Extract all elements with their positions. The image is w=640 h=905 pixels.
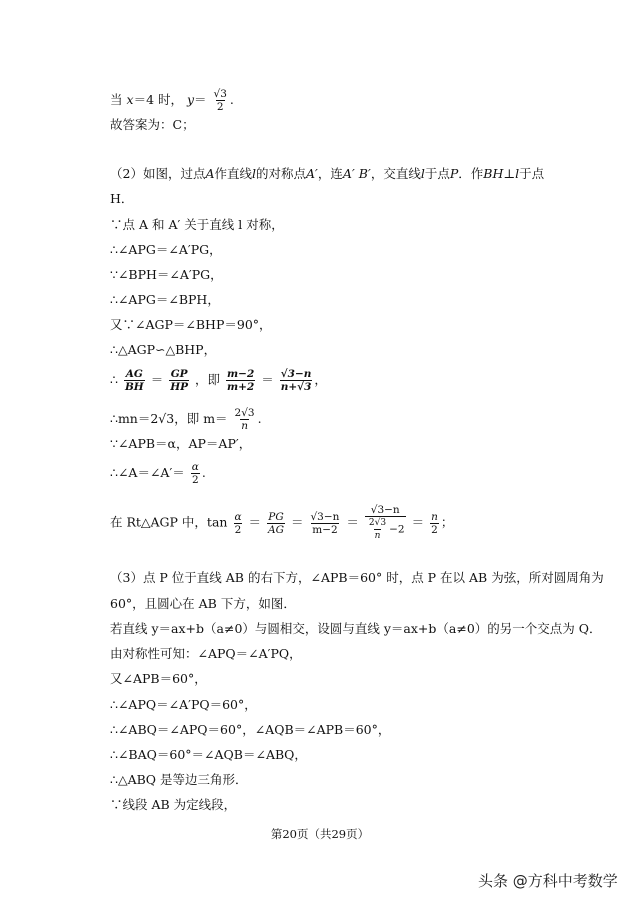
text-line-16: （3）点 P 位于直线 AB 的右下方，∠APB＝60° 时，点 P 在以 AB 为弦，所对圆周角为 — [110, 570, 604, 585]
fraction-numerator: √3 — [213, 88, 227, 100]
fraction-denominator: BH — [124, 381, 144, 393]
text-span: ＝ — [194, 92, 207, 107]
text-span: 当 — [110, 92, 123, 107]
text-line-22: ∴∠ABQ＝∠APQ＝60°，∠AQB＝∠APB＝60°， — [110, 722, 391, 737]
var: A′ — [306, 166, 318, 181]
text-line-3 — [110, 166, 544, 182]
fraction — [267, 511, 285, 536]
text-line-15 — [110, 504, 453, 542]
var: A — [205, 166, 215, 181]
fraction-numerator: α — [234, 510, 242, 523]
var: P — [449, 166, 459, 181]
text-line-19: 由对称性可知：∠APQ＝∠A′PQ， — [110, 646, 302, 661]
fraction-numerator: 2√3 — [368, 518, 387, 528]
text-span: ，连 — [317, 166, 343, 181]
text-span: 作直线 — [214, 166, 253, 181]
var: A′ — [342, 166, 355, 181]
fraction-numerator: α — [191, 461, 199, 473]
fraction-denominator: 2 — [191, 474, 199, 486]
fraction-numerator: GP — [170, 368, 188, 380]
text-span: ＝ — [248, 514, 262, 530]
text-line-6: ∴∠APG＝∠A′PG， — [110, 242, 222, 257]
text-span: −2 — [389, 523, 405, 536]
text-span: ＝ — [150, 372, 164, 387]
var: B′ — [358, 166, 371, 181]
fraction — [309, 511, 340, 536]
text-span: ＝ — [411, 514, 425, 530]
text-span: ＝ — [290, 514, 304, 530]
var: l — [515, 166, 520, 181]
fraction-denominator: AG — [268, 523, 284, 536]
text-line-12 — [110, 407, 262, 432]
var-x: x — [126, 92, 134, 107]
text-span: ＝4 时， — [133, 92, 183, 107]
fraction-denominator: n — [374, 531, 381, 541]
fraction-denominator — [365, 516, 406, 542]
fraction-denominator: m−2 — [312, 523, 338, 536]
text-line-8: ∴∠APG＝∠BPH， — [110, 292, 220, 307]
text-span: ，即 — [195, 372, 221, 387]
fraction-numerator: √3−n — [310, 510, 340, 523]
fraction — [124, 368, 145, 393]
text-line-9: 又∵∠AGP＝∠BHP＝90°， — [110, 317, 272, 332]
fraction — [213, 88, 228, 113]
fraction-numerator: PG — [268, 510, 284, 523]
text-line-20: 又∠APB＝60°， — [110, 671, 207, 686]
fraction-denominator: 2 — [431, 523, 438, 536]
fraction-denominator: HP — [170, 381, 189, 393]
fraction-numerator: m−2 — [227, 368, 255, 380]
var-y: y — [186, 92, 195, 107]
text-span: ； — [440, 514, 454, 530]
fraction — [191, 461, 200, 486]
text-line-4: H． — [110, 191, 134, 206]
text-span: （2）如图，过点 — [110, 166, 206, 181]
fraction-numerator: AG — [125, 368, 143, 380]
text-line-23: ∴∠BAQ＝60°＝∠AQB＝∠ABQ， — [110, 747, 307, 762]
text-span: ， — [314, 372, 327, 387]
text-line-24: ∴△ABQ 是等边三角形． — [110, 772, 248, 787]
fraction-denominator: n+√3 — [280, 381, 312, 393]
text-span: ∴mn＝2√3，即 m＝ — [110, 411, 228, 426]
text-line-10: ∴△AGP∽△BHP， — [110, 342, 217, 357]
text-span: ＝ — [346, 514, 359, 530]
fraction — [430, 511, 439, 536]
fraction-denominator: 2 — [234, 523, 242, 536]
fraction-numerator: √3−n — [280, 368, 312, 380]
text-span: 于点 — [519, 166, 545, 181]
text-line-7: ∵∠BPH＝∠A′PG， — [110, 267, 223, 282]
page-footer: 第20页（共29页） — [270, 827, 370, 841]
var: BH — [483, 166, 504, 181]
text-span: . — [257, 411, 262, 426]
text-span: ∴ — [110, 372, 118, 387]
fraction-numerator: 2√3 — [234, 407, 255, 419]
fraction — [226, 368, 255, 393]
text-span: . — [201, 465, 206, 480]
fraction — [280, 368, 313, 393]
text-line-18: 若直线 y＝ax+b（a≠0）与圆相交，设圆与直线 y＝ax+b（a≠0）的另一个交点为 Q． — [110, 621, 602, 636]
text-span: ＝ — [261, 372, 274, 387]
fraction — [169, 368, 189, 393]
text-line-1 — [110, 88, 234, 113]
text-line-14 — [110, 461, 206, 486]
fraction-denominator: m+2 — [227, 381, 255, 393]
fraction-denominator: 2 — [216, 101, 224, 113]
text-span: 于点 — [424, 166, 450, 181]
watermark: 头条 @方科中考数学 — [478, 872, 618, 890]
fraction-nested — [368, 517, 387, 542]
text-line-17: 60°，且圆心在 AB 下方，如图． — [110, 596, 296, 611]
fraction — [234, 407, 256, 432]
text-span: ．作 — [458, 166, 484, 181]
text-line-21: ∴∠APQ＝∠A′PQ＝60°， — [110, 697, 257, 712]
var: l — [420, 166, 425, 181]
fraction-complex — [365, 504, 406, 542]
text-span: 在 Rt△AGP 中，tan — [110, 514, 228, 530]
text-line-13: ∵∠APB＝α，AP＝AP′， — [110, 436, 252, 451]
fraction-numerator: √3−n — [370, 504, 400, 516]
fraction — [233, 511, 242, 536]
text-span: 的对称点 — [256, 166, 307, 181]
var: l — [252, 166, 257, 181]
text-line-2: 故答案为：C； — [110, 117, 195, 132]
fraction-denominator: n — [241, 420, 248, 432]
text-span: . — [229, 92, 234, 107]
fraction-numerator: n — [431, 510, 438, 523]
text-line-11 — [110, 368, 327, 393]
text-span: ⊥ — [503, 166, 516, 181]
text-span: ，交直线 — [370, 166, 421, 181]
text-span: ∴∠A＝∠A′＝ — [110, 465, 185, 480]
text-line-5: ∵点 A 和 A′ 关于直线 l 对称， — [110, 217, 284, 232]
text-line-25: ∵线段 AB 为定线段， — [110, 797, 237, 812]
